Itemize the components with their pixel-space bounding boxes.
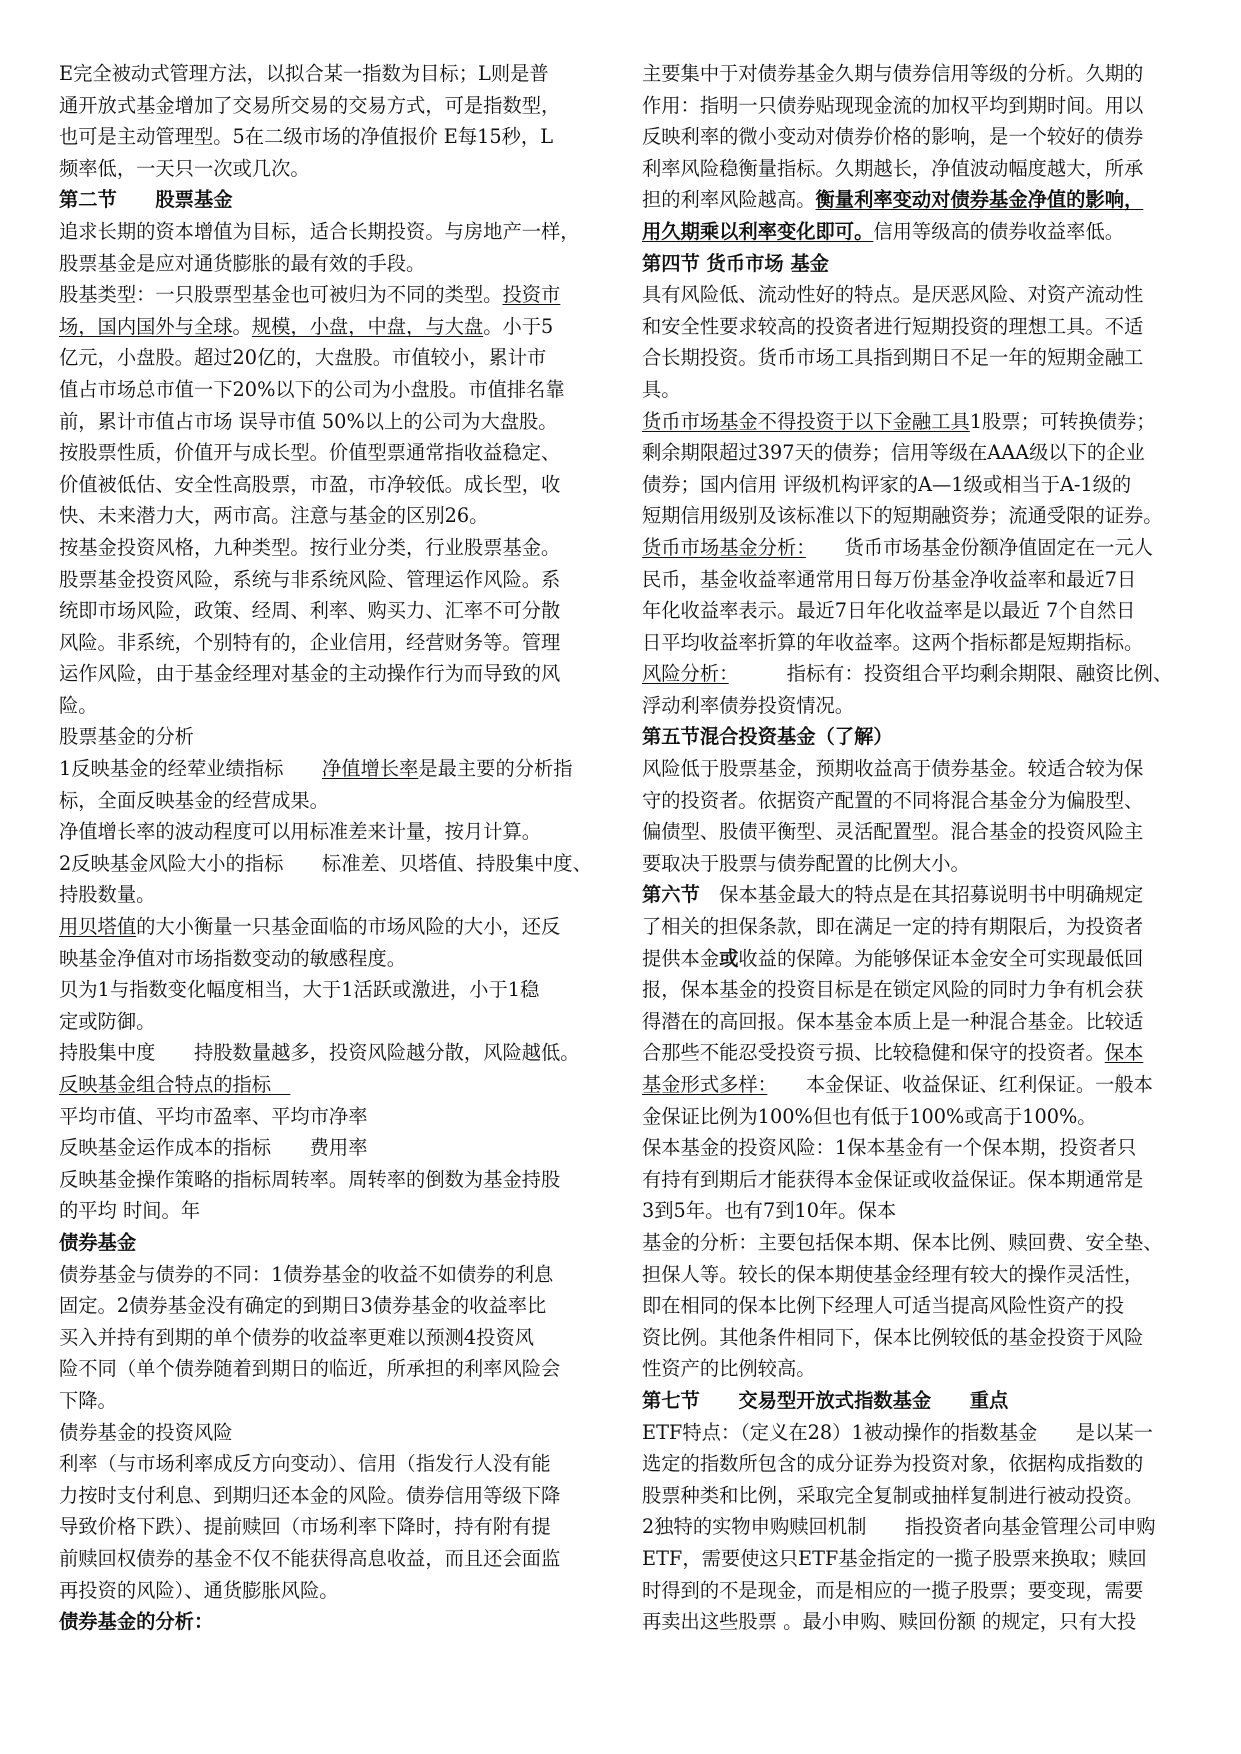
text-segment: ETF特点：（定义在28）1被动操作的指数基金 是以某一 xyxy=(642,1420,1153,1444)
text-segment: 了相关的担保条款，即在满足一定的持有期限后，为投资者 xyxy=(642,915,1144,939)
right-column xyxy=(642,58,1184,1638)
text-segment: 报，保本基金的投资目标是在锁定风险的同时力争有机会获 xyxy=(642,978,1144,1002)
text-segment: 。 xyxy=(232,314,252,338)
text-line xyxy=(59,374,597,406)
text-line xyxy=(642,469,1184,501)
text-segment: 货币市场基金份额净值固定在一元人 xyxy=(805,535,1153,559)
text-segment: 年化收益率表示。最近7日年化收益率是以最近 7个自然日 xyxy=(642,599,1136,623)
text-segment: 2独特的实物申购赎回机制 指投资者向基金管理公司申购 xyxy=(642,1515,1156,1539)
text-line xyxy=(59,1417,597,1449)
underlined-text: 投资市 xyxy=(502,283,561,307)
text-segment: 力按时支付利息、到期归还本金的风险。债券信用等级下降 xyxy=(59,1483,561,1507)
text-segment: 也可是主动管理型。5在二级市场的净值报价 E每15秒，L xyxy=(59,125,553,149)
text-line xyxy=(642,153,1184,185)
text-segment: E完全被动式管理方法，以拟合某一指数为目标；L则是普 xyxy=(59,62,549,85)
text-segment: 浮动利率债券投资情况。 xyxy=(642,693,855,717)
text-segment: 频率低，一天只一次或几次。 xyxy=(59,156,310,180)
text-segment: 本金保证、收益保证、红利保证。一般本 xyxy=(767,1073,1153,1096)
text-line xyxy=(59,564,597,596)
text-segment: 股票基金的分析 xyxy=(59,725,194,749)
text-segment: 险。 xyxy=(59,693,98,717)
text-segment: ETF，需要使这只ETF基金指定的一揽子股票来换取；赎回 xyxy=(642,1546,1147,1570)
underlined-text: 用久期乘以利率变化即可。 xyxy=(642,219,874,243)
text-line xyxy=(642,1037,1184,1069)
text-segment: 具。 xyxy=(642,377,681,401)
heading-text: 第二节 股票基金 xyxy=(59,188,233,212)
text-segment: 导致价格下跌）、提前赎回（市场利率下降时，持有附有提 xyxy=(59,1515,551,1539)
text-line xyxy=(59,1511,597,1543)
text-line xyxy=(642,311,1184,343)
text-segment: 值占市场总市值一下20%以下的公司为小盘股。市值排名靠 xyxy=(59,377,565,401)
text-line xyxy=(642,1069,1184,1101)
text-segment: 担保人等。较长的保本期使基金经理有较大的操作灵活性， xyxy=(642,1262,1144,1286)
section-heading xyxy=(642,1385,1184,1417)
section-heading xyxy=(642,721,1184,753)
underlined-text: 保本 xyxy=(1104,1041,1144,1065)
text-line xyxy=(642,911,1184,943)
text-line xyxy=(642,1417,1184,1449)
text-line xyxy=(642,879,1184,911)
text-segment: 作用：指明一只债券贴现现金流的加权平均到期时间。用以 xyxy=(642,93,1144,117)
heading-text: 债券基金 xyxy=(59,1230,137,1254)
text-line xyxy=(59,1259,597,1291)
text-segment: 价值被低估、安全性高股票，市盈，市净较低。成长型，收 xyxy=(59,472,561,496)
text-line xyxy=(59,469,597,501)
text-line xyxy=(642,1290,1184,1322)
text-line xyxy=(642,406,1184,438)
text-line xyxy=(59,437,597,469)
text-line xyxy=(59,58,597,90)
text-line xyxy=(59,911,597,943)
text-line xyxy=(59,1353,597,1385)
underlined-text: 基金形式多样： xyxy=(642,1073,768,1096)
text-segment: 债券基金与债券的不同：1债券基金的收益不如债券的利息 xyxy=(59,1262,554,1286)
text-segment: 偏债型、股债平衡型、灵活配置型。混合基金的投资风险主 xyxy=(642,820,1144,844)
text-line xyxy=(642,1575,1184,1607)
text-line xyxy=(59,1480,597,1512)
text-line xyxy=(59,785,597,817)
text-segment: 股基类型：一只股票型基金也可被归为不同的类型。 xyxy=(59,283,503,307)
text-segment: 风险。非系统，个别特有的，企业信用，经营财务等。管理 xyxy=(59,630,561,654)
text-segment: 利率（与市场利率成反方向变动）、信用（指发行人没有能 xyxy=(59,1452,551,1476)
text-line xyxy=(59,848,597,880)
text-line xyxy=(642,595,1184,627)
text-line xyxy=(59,90,597,122)
underlined-text: 货币市场基金不得投资于以下金融工具 xyxy=(642,409,970,433)
text-segment: 合那些不能忍受投资亏损、比较稳健和保守的投资者。 xyxy=(642,1041,1105,1065)
text-segment: 再投资的风险）、通货膨胀风险。 xyxy=(59,1578,339,1602)
text-line xyxy=(59,1164,597,1196)
text-segment: 按基金投资风格，九种类型。按行业分类，行业股票基金。 xyxy=(59,535,561,559)
text-segment: 保本基金的投资风险：1保本基金有一个保本期，投资者只 xyxy=(642,1136,1137,1160)
underlined-text: 风险分析： xyxy=(642,662,729,686)
text-segment: 选定的指数所包含的成分证券为投资对象，依据构成指数的 xyxy=(642,1452,1144,1476)
text-segment: 下降。 xyxy=(59,1388,117,1412)
text-line xyxy=(642,943,1184,975)
text-segment: 险不同（单个债券随着到期日的临近，所承担的利率风险会 xyxy=(59,1357,561,1381)
text-line xyxy=(642,974,1184,1006)
heading-text: 第七节 交易型开放式指数基金 重点 xyxy=(642,1388,1009,1412)
text-segment: 即在相同的保本比例下经理人可适当提高风险性资产的投 xyxy=(642,1294,1125,1318)
text-segment: 前赎回权债券的基金不仅不能获得高息收益，而且还会面监 xyxy=(59,1546,561,1570)
section-heading xyxy=(642,248,1184,280)
text-line xyxy=(642,1322,1184,1354)
text-segment: 时得到的不是现金，而是相应的一揽子股票；要变现，需要 xyxy=(642,1578,1144,1602)
text-segment: 通开放式基金增加了交易所交易的交易方式，可是指数型， xyxy=(59,93,561,117)
text-line xyxy=(59,1290,597,1322)
underlined-text: 场，国内国外与全球 xyxy=(59,314,233,338)
text-line xyxy=(642,279,1184,311)
text-line xyxy=(642,1164,1184,1196)
text-line xyxy=(642,342,1184,374)
text-segment: 风险低于股票基金，预期收益高于债券基金。较适合较为保 xyxy=(642,757,1144,781)
text-segment: 资比例。其他条件相同下，保本比例较低的基金投资于风险 xyxy=(642,1325,1144,1349)
text-line xyxy=(59,1006,597,1038)
text-segment: 短期信用级别及该标准以下的短期融资券；流通受限的证券。 xyxy=(642,504,1163,528)
section-heading xyxy=(59,184,597,216)
text-segment: 剩余期限超过397天的债券；信用等级在AAA级以下的企业 xyxy=(642,441,1145,465)
text-segment: 贝为1与指数变化幅度相当，大于1活跃或激进，小于1稳 xyxy=(59,978,540,1002)
text-segment: 按股票性质，价值开与成长型。价值型票通常指收益稳定、 xyxy=(59,441,561,465)
text-line xyxy=(642,216,1184,248)
text-line xyxy=(59,500,597,532)
underlined-text: 净值增长率 xyxy=(321,757,419,781)
text-segment: 定或防御。 xyxy=(59,1009,156,1033)
text-segment: 民币，基金收益率通常用日每万份基金净收益率和最近7日 xyxy=(642,567,1137,591)
text-segment: 得潜在的高回报。保本基金本质上是一种混合基金。比较适 xyxy=(642,1009,1144,1033)
text-line xyxy=(59,1575,597,1607)
text-line xyxy=(59,1322,597,1354)
text-line xyxy=(642,816,1184,848)
text-line xyxy=(642,1448,1184,1480)
text-line xyxy=(59,690,597,722)
text-line xyxy=(642,848,1184,880)
text-segment: 是最主要的分析指 xyxy=(418,757,573,781)
text-segment: 要取决于股票与债券配置的比例大小。 xyxy=(642,851,970,875)
text-segment: 前，累计市值占市场 误导市值 50%以上的公司为大盘股。 xyxy=(59,409,558,433)
text-line xyxy=(642,1195,1184,1227)
text-line xyxy=(642,1101,1184,1133)
text-segment: 股票基金投资风险，系统与非系统风险、管理运作风险。系 xyxy=(59,567,561,591)
text-segment: 股票种类和比例，采取完全复制或抽样复制进行被动投资。 xyxy=(642,1483,1144,1507)
left-column xyxy=(59,58,597,1638)
text-line xyxy=(642,374,1184,406)
text-segment: 映基金净值对市场指数变动的敏感程度。 xyxy=(59,946,407,970)
text-segment: 指标有：投资组合平均剩余期限、融资比例、 xyxy=(728,662,1173,686)
text-line xyxy=(642,1480,1184,1512)
section-heading xyxy=(59,1606,597,1638)
text-line xyxy=(642,500,1184,532)
text-segment: 追求长期的资本增值为目标，适合长期投资。与房地产一样， xyxy=(59,219,580,243)
text-line xyxy=(59,1069,597,1101)
text-segment: 反映基金操作策略的指标周转率。周转率的倒数为基金持股 xyxy=(59,1167,561,1191)
text-line xyxy=(642,184,1184,216)
text-line xyxy=(59,532,597,564)
heading-text: 第四节 货币市场 基金 xyxy=(642,251,829,275)
text-segment: 持股数量。 xyxy=(59,883,156,907)
text-segment: 收益的保障。为能够保证本金安全可实现最低回 xyxy=(738,946,1144,970)
text-segment: 日平均收益率折算的年收益率。这两个指标都是短期指标。 xyxy=(642,630,1144,654)
text-segment: 运作风险，由于基金经理对基金的主动操作行为而导致的风 xyxy=(59,662,561,686)
text-line xyxy=(642,121,1184,153)
text-line xyxy=(59,943,597,975)
text-line xyxy=(642,564,1184,596)
text-segment: 2反映基金风险大小的指标 标准差、贝塔值、持股集中度、 xyxy=(59,851,592,875)
text-segment: 买入并持有到期的单个债券的收益率更难以预测4投资风 xyxy=(59,1325,535,1349)
text-line xyxy=(59,406,597,438)
text-line xyxy=(59,658,597,690)
text-line xyxy=(642,58,1184,90)
text-segment: 具有风险低、流动性好的特点。是厌恶风险、对资产流动性 xyxy=(642,283,1144,307)
text-line xyxy=(59,311,597,343)
text-line xyxy=(59,1132,597,1164)
text-segment: 基金的分析：主要包括保本期、保本比例、赎回费、安全垫、 xyxy=(642,1230,1163,1254)
text-line xyxy=(642,1511,1184,1543)
text-segment: 净值增长率的波动程度可以用标准差来计量，按月计算。 xyxy=(59,820,542,844)
text-segment: 主要集中于对债券基金久期与债券信用等级的分析。久期的 xyxy=(642,62,1144,85)
underlined-text: 用贝塔值 xyxy=(59,915,137,939)
text-line xyxy=(59,1037,597,1069)
text-line xyxy=(59,974,597,1006)
text-segment: 反映利率的微小变动对债券价格的影响，是一个较好的债券 xyxy=(642,125,1144,149)
text-segment: 1股票；可转换债券； xyxy=(969,409,1156,433)
text-line xyxy=(642,90,1184,122)
text-segment: 债券；国内信用 评级机构评家的A—1级或相当于A-1级的 xyxy=(642,472,1132,496)
text-segment: 债券基金的投资风险 xyxy=(59,1420,233,1444)
text-line xyxy=(59,1101,597,1133)
text-segment: 反映基金运作成本的指标 费用率 xyxy=(59,1136,368,1160)
text-line xyxy=(59,595,597,627)
underlined-text: 货币市场基金分析： xyxy=(642,535,806,559)
text-line xyxy=(642,785,1184,817)
underlined-text: 反映基金组合特点的指标 xyxy=(59,1073,291,1096)
text-line xyxy=(642,1543,1184,1575)
text-line xyxy=(59,342,597,374)
text-line xyxy=(59,879,597,911)
underlined-text: 规模，小盘，中盘，与大盘 xyxy=(251,314,484,338)
underlined-text: 衡量利率变动对债券基金净值的影响， xyxy=(815,188,1144,212)
text-line xyxy=(59,1448,597,1480)
text-segment: 和安全性要求较高的投资者进行短期投资的理想工具。不适 xyxy=(642,314,1144,338)
text-segment: 固定。2债券基金没有确定的到期日3债券基金的收益率比 xyxy=(59,1294,547,1318)
text-segment: 平均市值、平均市盈率、平均市净率 xyxy=(59,1104,368,1128)
text-segment: 的平均 时间。年 xyxy=(59,1199,201,1223)
text-line xyxy=(642,1006,1184,1038)
text-segment: 再卖出这些股票 。最小申购、赎回份额 的规定，只有大投 xyxy=(642,1610,1137,1634)
text-segment: 标，全面反映基金的经营成果。 xyxy=(59,788,329,812)
text-segment: 快、未来潜力大，两市高。注意与基金的区别26。 xyxy=(59,504,489,528)
text-line xyxy=(59,721,597,753)
text-line xyxy=(59,1195,597,1227)
text-line xyxy=(642,532,1184,564)
text-line xyxy=(59,279,597,311)
text-segment: 利率风险稳衡量指标。久期越长，净值波动幅度越大，所承 xyxy=(642,156,1144,180)
text-segment: 性资产的比例较高。 xyxy=(642,1357,816,1381)
text-segment: 股票基金是应对通货膨胀的最有效的手段。 xyxy=(59,251,426,275)
text-segment: 1反映基金的经荤业绩指标 xyxy=(59,757,322,781)
text-line xyxy=(642,1259,1184,1291)
text-segment: 提供本金 xyxy=(642,946,720,970)
section-heading xyxy=(59,1227,597,1259)
text-line xyxy=(642,1227,1184,1259)
text-line xyxy=(642,1353,1184,1385)
heading-text: 债券基金的分析： xyxy=(59,1610,214,1634)
text-segment: 守的投资者。依据资产配置的不同将混合基金分为偏股型、 xyxy=(642,788,1144,812)
text-line xyxy=(642,627,1184,659)
text-line xyxy=(59,216,597,248)
text-line xyxy=(59,121,597,153)
text-segment: 合长期投资。货币市场工具指到期日不足一年的短期金融工 xyxy=(642,346,1144,370)
text-segment: 的大小衡量一只基金面临的市场风险的大小，还反 xyxy=(136,915,561,939)
text-segment: 信用等级高的债券收益率低。 xyxy=(873,219,1125,243)
text-segment: 保本基金最大的特点是在其招募说明书中明确规定 xyxy=(699,883,1144,907)
text-segment: 持股集中度 持股数量越多，投资风险越分散，风险越低。 xyxy=(59,1041,580,1065)
text-segment: 。小于5 xyxy=(483,314,554,338)
text-segment: 金保证比例为100%但也有低于100%或高于100%。 xyxy=(642,1104,1097,1128)
text-line xyxy=(59,248,597,280)
text-segment: 有持有到期后才能获得本金保证或收益保证。保本期通常是 xyxy=(642,1167,1144,1191)
text-line xyxy=(59,816,597,848)
text-line xyxy=(642,1606,1184,1638)
text-segment: 统即市场风险，政策、经周、利率、购买力、汇率不可分散 xyxy=(59,599,561,623)
text-segment: 亿元，小盘股。超过20亿的，大盘股。市值较小，累计市 xyxy=(59,346,547,370)
text-line xyxy=(642,658,1184,690)
text-line xyxy=(59,1385,597,1417)
text-segment: 第六节 xyxy=(642,883,700,907)
text-segment: 或 xyxy=(719,946,739,970)
text-segment: 担的利率风险越高。 xyxy=(642,188,816,212)
text-line xyxy=(59,627,597,659)
text-line xyxy=(642,690,1184,722)
text-line xyxy=(59,153,597,185)
heading-text: 第五节混合投资基金（了解） xyxy=(642,725,893,749)
text-segment: 3到5年。也有7到10年。保本 xyxy=(642,1199,897,1223)
text-line xyxy=(642,753,1184,785)
text-line xyxy=(642,437,1184,469)
text-line xyxy=(59,753,597,785)
text-line xyxy=(642,1132,1184,1164)
text-line xyxy=(59,1543,597,1575)
